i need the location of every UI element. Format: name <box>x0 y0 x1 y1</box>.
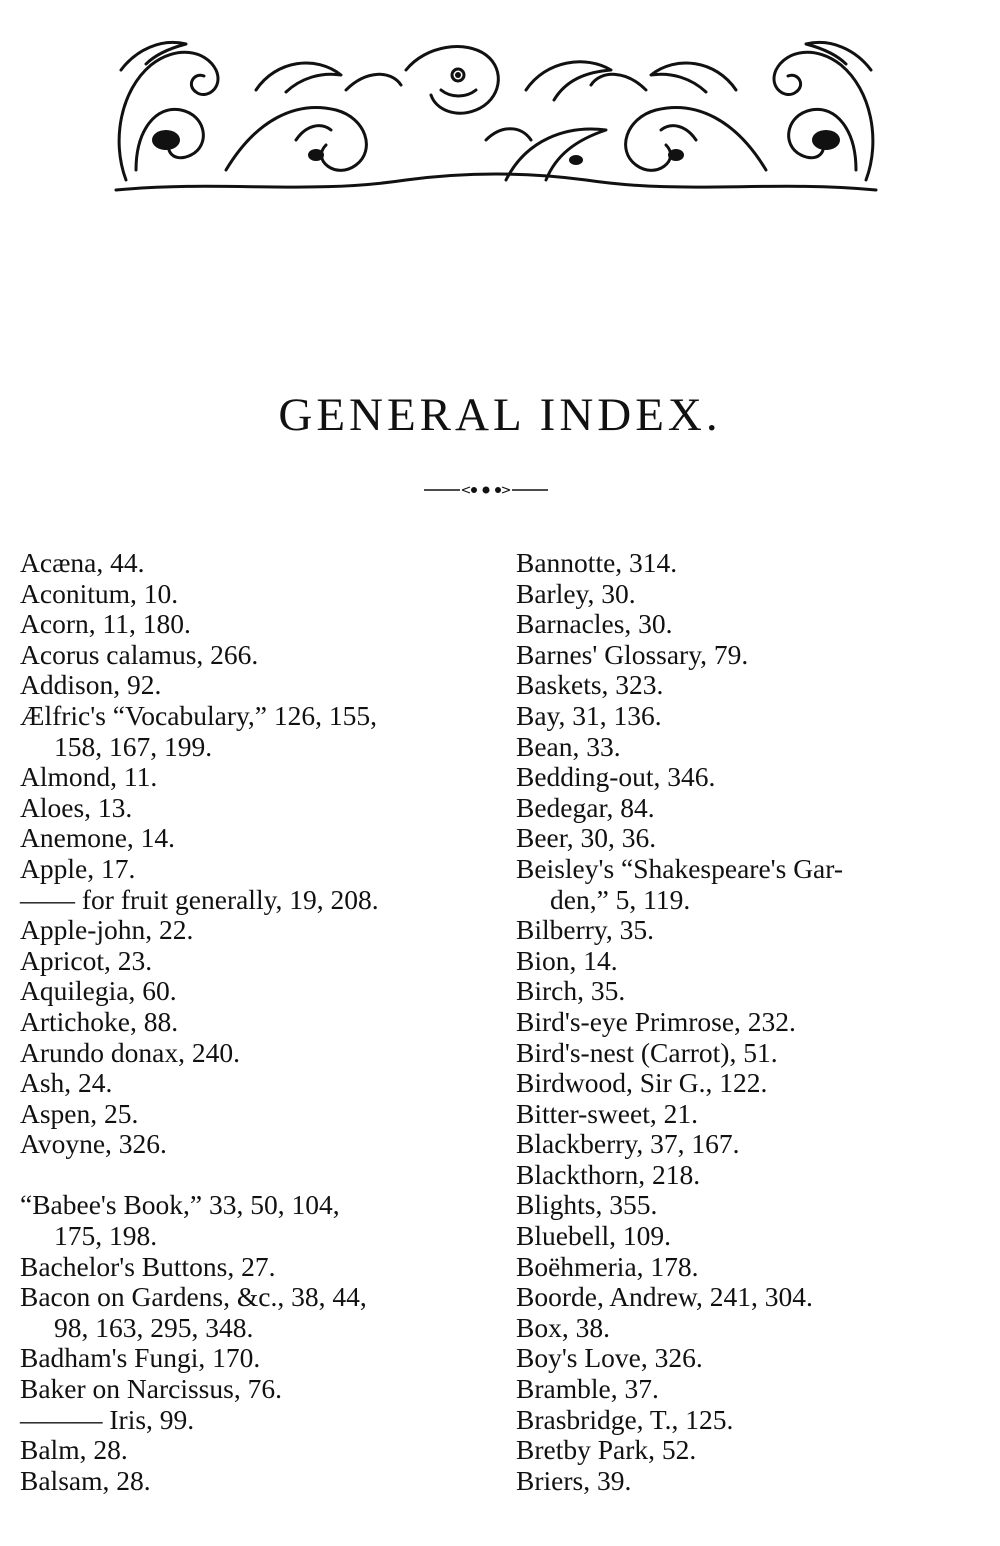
index-entry-line: Barley, 30. <box>516 577 636 609</box>
page-title: GENERAL INDEX. <box>278 389 722 441</box>
index-entry <box>516 1405 986 1436</box>
index-entry-line: Acæna, 44. <box>20 547 145 578</box>
index-entry <box>516 670 986 701</box>
index-entry <box>516 1374 986 1405</box>
index-entry <box>516 1466 986 1497</box>
index-entry-line: Baskets, 323. <box>516 669 664 701</box>
index-entry <box>516 976 986 1007</box>
index-entry-line: Blackberry, 37, 167. <box>516 1128 740 1160</box>
index-entry-line: “Babee's Book,” 33, 50, 104, <box>20 1189 340 1221</box>
index-entry <box>20 701 482 762</box>
index-entry-line: Blackthorn, 218. <box>516 1158 701 1190</box>
index-entry-line: Birch, 35. <box>516 975 626 1007</box>
index-entry <box>20 1007 482 1038</box>
index-entry-line: Bion, 14. <box>516 944 618 976</box>
index-entry <box>516 548 986 579</box>
index-entry <box>516 1160 986 1191</box>
index-entry <box>20 1129 482 1160</box>
index-entry-line: Aconitum, 10. <box>20 577 179 609</box>
index-entry <box>516 1190 986 1221</box>
index-entry-line: Arundo donax, 240. <box>20 1036 240 1068</box>
index-entry <box>20 793 482 824</box>
index-entry <box>516 1435 986 1466</box>
index-entry-line: Ælfric's “Vocabulary,” 126, 155, <box>20 699 378 731</box>
index-entry <box>20 640 482 671</box>
index-entry-line: Acorn, 11, 180. <box>20 608 191 640</box>
index-entry-line: 175, 198. <box>54 1220 158 1252</box>
index-left-column <box>20 548 482 1496</box>
index-entry-line: Bramble, 37. <box>516 1373 659 1405</box>
index-entry <box>20 670 482 701</box>
index-entry-line: Briers, 39. <box>516 1464 632 1496</box>
index-entry-line: Ash, 24. <box>20 1067 113 1099</box>
index-right-column <box>516 548 986 1496</box>
index-entry-line: Bannotte, 314. <box>516 547 678 578</box>
index-entry <box>516 1038 986 1069</box>
index-entry-line: Boorde, Andrew, 241, 304. <box>516 1281 813 1313</box>
title-divider-ornament <box>424 482 548 498</box>
index-entry <box>20 823 482 854</box>
index-entry <box>516 823 986 854</box>
index-entry-line: Bird's-nest (Carrot), 51. <box>516 1036 778 1068</box>
index-entry <box>20 548 482 579</box>
index-entry-line: Bean, 33. <box>516 730 621 762</box>
index-entry <box>516 579 986 610</box>
index-entry <box>516 1313 986 1344</box>
index-entry <box>516 1343 986 1374</box>
index-entry-line: Avoyne, 326. <box>20 1128 167 1160</box>
index-entry <box>20 1282 482 1343</box>
index-entry-line: Bretby Park, 52. <box>516 1434 697 1466</box>
index-entry-line: Beer, 30, 36. <box>516 822 657 854</box>
index-entry <box>20 1190 482 1251</box>
foliage-headpiece-ornament <box>106 30 886 200</box>
index-entry <box>20 762 482 793</box>
index-entry-line: Apricot, 23. <box>20 944 153 976</box>
index-entry-line: Acorus calamus, 266. <box>20 638 259 670</box>
index-entry <box>20 1068 482 1099</box>
index-entry-line: ——— Iris, 99. <box>20 1403 195 1435</box>
index-entry-line: Beisley's “Shakespeare's Gar- <box>516 852 844 884</box>
index-entry <box>20 579 482 610</box>
index-entry-line: Blights, 355. <box>516 1189 658 1221</box>
index-entry <box>20 1405 482 1436</box>
index-entry-line: Bedding-out, 346. <box>516 761 716 793</box>
index-entry-line: Badham's Fungi, 170. <box>20 1342 261 1374</box>
index-entry-line: Boy's Love, 326. <box>516 1342 703 1374</box>
index-entry <box>516 1282 986 1313</box>
index-entry <box>516 1221 986 1252</box>
index-entry <box>516 609 986 640</box>
index-entry <box>20 1374 482 1405</box>
index-entry <box>516 1068 986 1099</box>
index-entry-line: Aquilegia, 60. <box>20 975 177 1007</box>
index-entry <box>516 1129 986 1160</box>
index-entry-line: Addison, 92. <box>20 669 162 701</box>
index-entry-line: 158, 167, 199. <box>54 730 213 762</box>
index-entry <box>20 946 482 977</box>
index-entry-line: 98, 163, 295, 348. <box>54 1311 254 1343</box>
index-entry <box>20 854 482 885</box>
index-entry <box>20 915 482 946</box>
index-entry <box>516 1099 986 1130</box>
index-entry-line: Birdwood, Sir G., 122. <box>516 1067 768 1099</box>
index-entry <box>516 701 986 732</box>
index-entry-line: Apple, 17. <box>20 852 136 884</box>
index-entry <box>516 762 986 793</box>
index-entry-line: Bilberry, 35. <box>516 914 654 946</box>
index-entry <box>516 1252 986 1283</box>
index-entry-line: Artichoke, 88. <box>20 1005 179 1037</box>
index-entry-line: Bacon on Gardens, &c., 38, 44, <box>20 1281 367 1313</box>
index-entry <box>20 885 482 916</box>
index-entry-line: Bluebell, 109. <box>516 1220 672 1252</box>
index-entry-line: Barnacles, 30. <box>516 608 673 640</box>
index-entry-line: Balsam, 28. <box>20 1464 151 1496</box>
index-entry <box>20 609 482 640</box>
index-entry-line: Bachelor's Buttons, 27. <box>20 1250 276 1282</box>
index-entry-line: Apple-john, 22. <box>20 914 194 946</box>
index-entry-line: —— for fruit generally, 19, 208. <box>20 883 379 915</box>
index-entry <box>20 1435 482 1466</box>
index-entry <box>516 854 986 915</box>
index-entry-line: Bedegar, 84. <box>516 791 655 823</box>
index-entry-line: Baker on Narcissus, 76. <box>20 1373 282 1405</box>
index-entry <box>516 946 986 977</box>
index-entry <box>516 640 986 671</box>
index-entry-line: Almond, 11. <box>20 761 158 793</box>
index-entry-line: Balm, 28. <box>20 1434 128 1466</box>
index-entry <box>20 1343 482 1374</box>
index-entry-line: Bay, 31, 136. <box>516 699 662 731</box>
index-entry <box>516 732 986 763</box>
index-entry-line: Barnes' Glossary, 79. <box>516 638 749 670</box>
index-entry <box>20 1466 482 1497</box>
index-entry <box>20 976 482 1007</box>
index-entry-line: Brasbridge, T., 125. <box>516 1403 734 1435</box>
index-entry <box>20 1038 482 1069</box>
index-entry-line: Aspen, 25. <box>20 1097 139 1129</box>
index-entry-line: Box, 38. <box>516 1311 610 1343</box>
index-entry-line: Anemone, 14. <box>20 822 176 854</box>
index-entry-line: Bird's-eye Primrose, 232. <box>516 1005 796 1037</box>
index-entry-line: Bitter-sweet, 21. <box>516 1097 698 1129</box>
index-entry-line: Boëhmeria, 178. <box>516 1250 699 1282</box>
index-entry-line: den,” 5, 119. <box>550 883 691 915</box>
index-entry-line: Aloes, 13. <box>20 791 133 823</box>
index-entry <box>516 915 986 946</box>
index-entry <box>516 1007 986 1038</box>
index-entry <box>516 793 986 824</box>
index-entry <box>20 1099 482 1130</box>
index-entry <box>20 1252 482 1283</box>
